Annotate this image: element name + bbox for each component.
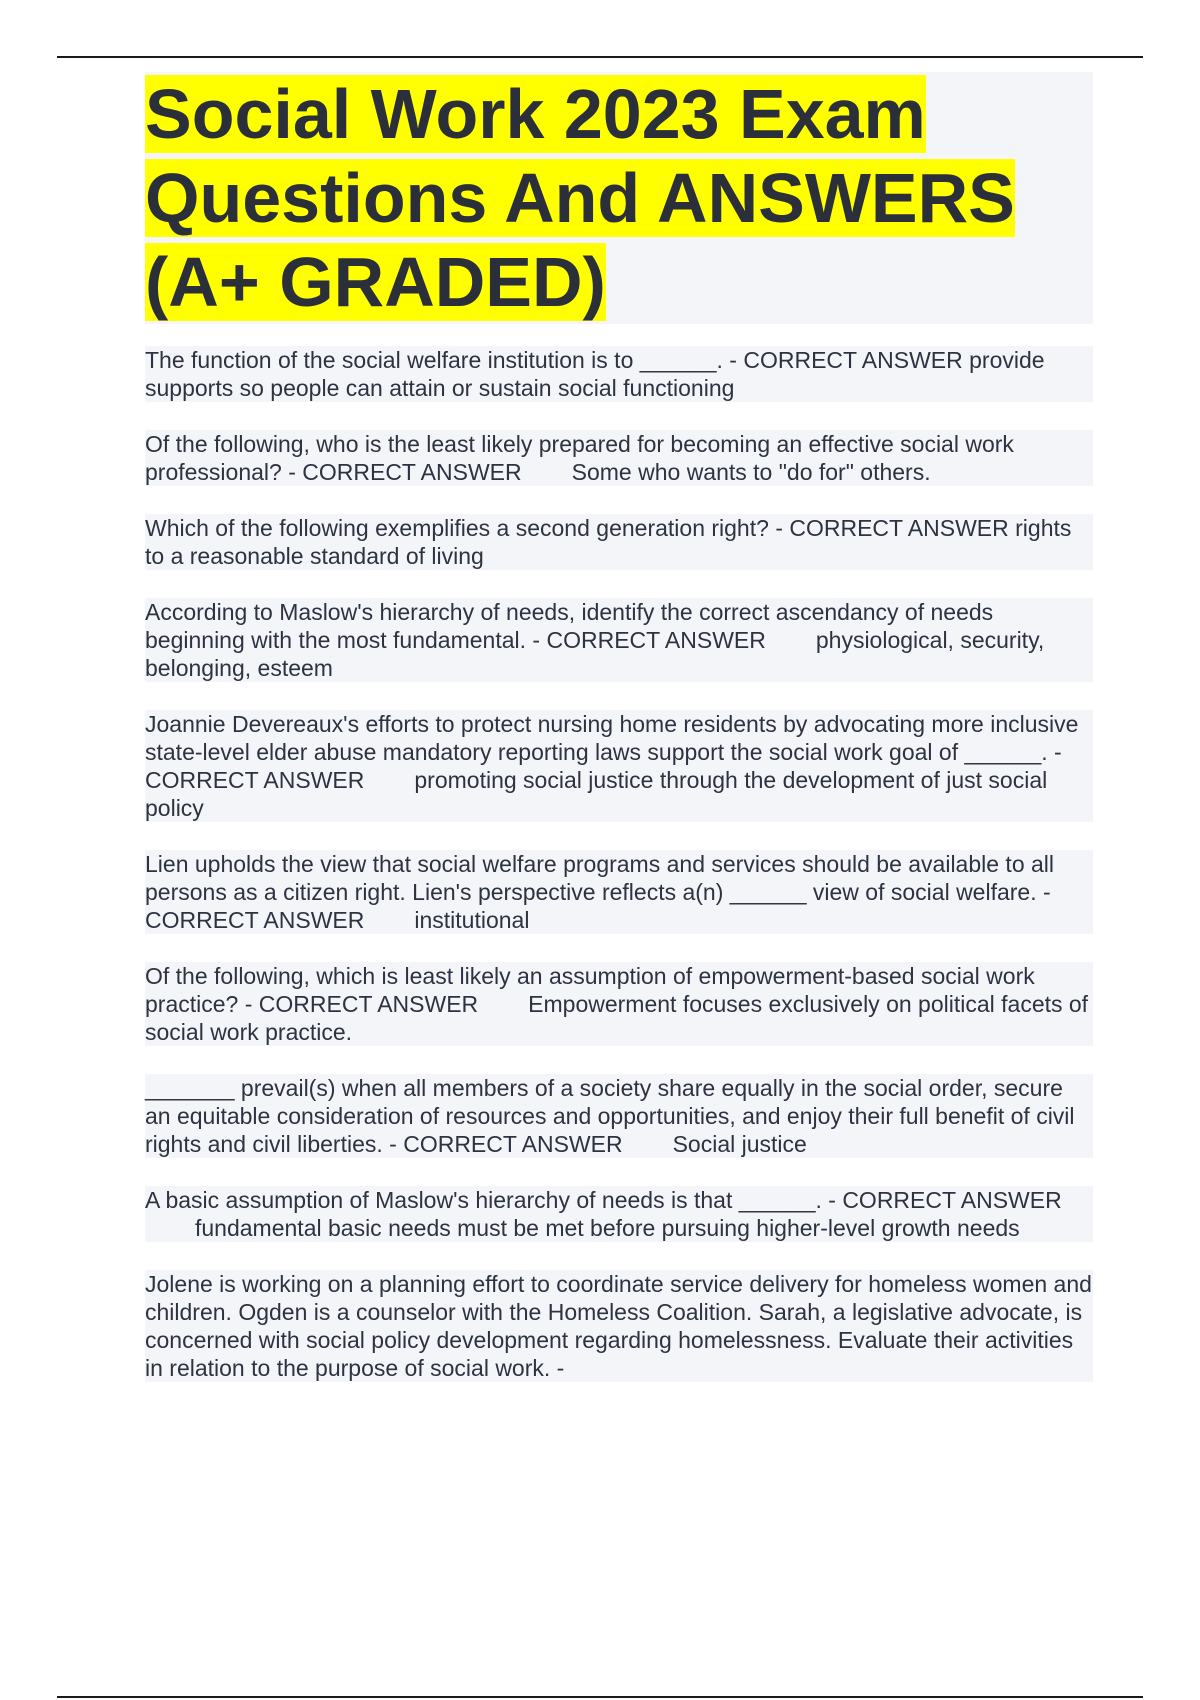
qa-list <box>145 346 1093 1382</box>
correct-answer-label: - CORRECT ANSWER <box>288 459 522 485</box>
qa-item-2 <box>145 430 1093 486</box>
correct-answer-label: - CORRECT ANSWER <box>729 347 963 373</box>
top-rule <box>57 56 1143 58</box>
qa-item-6 <box>145 850 1093 934</box>
correct-answer-label: - CORRECT ANSWER <box>244 991 479 1017</box>
document-title <box>145 72 1093 324</box>
question-text: Lien upholds the view that social welfare programs and services should be available to all persons as a citizen right. Lien's perspective reflects a(n) ______ view of social welfare. <box>145 851 1055 905</box>
answer-text: Empowerment focuses exclusively on political facets of social work practice. <box>145 991 1089 1045</box>
question-text: Of the following, who is the least likely prepared for becoming an effective social work professional? <box>145 431 1014 485</box>
qa-item-9 <box>145 1186 1093 1242</box>
answer-text: rights to a reasonable standard of living <box>145 515 1072 569</box>
document-content <box>145 72 1093 1410</box>
correct-answer-label: - CORRECT ANSWER <box>828 1187 1062 1213</box>
qa-item-1 <box>145 346 1093 402</box>
answer-text: institutional <box>414 907 530 933</box>
answer-text: fundamental basic needs must be met before pursuing higher-level growth needs <box>195 1215 1020 1241</box>
bottom-rule <box>57 1696 1143 1698</box>
question-text: Of the following, which is least likely an assumption of empowerment-based social work practice? <box>145 963 1035 1017</box>
title-line-2: Questions And ANSWERS <box>145 159 1015 237</box>
answer-text: physiological, security, belonging, esteem <box>145 627 1045 681</box>
title-line-1: Social Work 2023 Exam <box>145 75 926 153</box>
question-text: Jolene is working on a planning effort to coordinate service delivery for homeless women and children. Ogden is a counselor with the Homeless Coalition. Sarah, a legislative advocate, is concerned with social policy development regarding homelessness. Evaluate their activities in relation to the purpose of social work. - <box>145 1271 1092 1381</box>
question-text: According to Maslow's hierarchy of needs, identify the correct ascendancy of needs beginning with the most fundamental. <box>145 599 994 653</box>
answer-text: Some who wants to "do for" others. <box>571 459 931 485</box>
question-text: A basic assumption of Maslow's hierarchy of needs is that ______. <box>145 1187 822 1213</box>
question-text: Which of the following exemplifies a second generation right? <box>145 515 769 541</box>
question-text: _______ prevail(s) when all members of a society share equally in the social order, secure an equitable consideration of resources and opportunities, and enjoy their full benefit of civil rights and civil liberties. <box>145 1075 1075 1157</box>
correct-answer-label: - CORRECT ANSWER <box>145 739 1062 793</box>
qa-item-5 <box>145 710 1093 822</box>
qa-item-3 <box>145 514 1093 570</box>
question-text: The function of the social welfare institution is to ______. <box>145 347 723 373</box>
answer-text: Social justice <box>672 1131 807 1157</box>
correct-answer-label: - CORRECT ANSWER <box>532 627 766 653</box>
qa-item-8 <box>145 1074 1093 1158</box>
answer-text: provide supports so people can attain or sustain social functioning <box>145 347 1045 401</box>
qa-item-10 <box>145 1270 1093 1382</box>
correct-answer-label: - CORRECT ANSWER <box>775 515 1009 541</box>
correct-answer-label: - CORRECT ANSWER <box>389 1131 623 1157</box>
qa-item-4 <box>145 598 1093 682</box>
correct-answer-label: - CORRECT ANSWER <box>145 879 1051 933</box>
title-line-3: (A+ GRADED) <box>145 243 606 321</box>
qa-item-7 <box>145 962 1093 1046</box>
answer-text: promoting social justice through the development of just social policy <box>145 767 1048 821</box>
title-block <box>145 72 1093 324</box>
question-text: Joannie Devereaux's efforts to protect nursing home residents by advocating more inclusive state-level elder abuse mandatory reporting laws support the social work goal of ______. <box>145 711 1079 765</box>
